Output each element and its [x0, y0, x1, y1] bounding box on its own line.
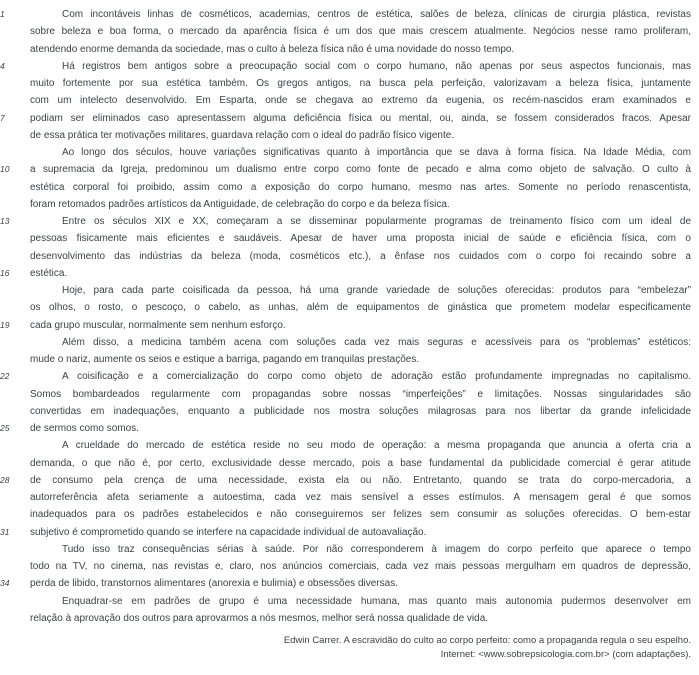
line-text: Ao longo dos séculos, houve variações significativas quanto à importância que se dava à forma física. Na Idade Média, com [62, 147, 691, 158]
text-line [0, 265, 691, 282]
line-number: 25 [0, 423, 10, 433]
text-line [0, 92, 691, 109]
line-text: todo na TV, no cinema, nas revistas e, claro, nos anúncios comerciais, cada vez mais pessoas mergulham em quadros de depressão, [30, 561, 691, 572]
line-text: Tudo isso traz consequências sérias à saúde. Por não corresponderem à imagem do corpo perfeito que aparece o tempo [62, 543, 691, 555]
text-line [0, 179, 691, 196]
text-line [0, 110, 691, 127]
line-text: Hoje, para cada parte coisificada da pessoa, há uma grande variedade de soluções oferecidas: produtos para “embelezar” [62, 285, 691, 296]
text-line [0, 58, 691, 75]
text-line [0, 75, 691, 92]
line-number: 13 [0, 216, 10, 226]
line-text: perda de libido, transtornos alimentares (anorexia e bulimia) e obsessões diversas. [30, 578, 398, 590]
text-line [0, 282, 691, 299]
text-line [0, 386, 691, 403]
text-line [0, 610, 691, 627]
line-text: atendendo enorme demanda da sociedade, mas o culto à beleza física não é uma novidade do nosso tempo. [30, 43, 515, 55]
text-line [0, 593, 691, 610]
line-text: de sermos como somos. [30, 423, 139, 434]
line-number: 28 [0, 474, 10, 485]
text-line [0, 248, 691, 265]
text-line [0, 472, 691, 489]
line-text: muito fortemente por sua estética também. Os gregos antigos, na busca pela perfeição, valorizavam a beleza física, juntamente [30, 78, 691, 89]
line-text: desenvolvimento das indústrias da beleza (moda, cosméticos etc.), a ênfase nos cuidados com o corpo foi recaindo sobre a [30, 250, 691, 262]
text-line [0, 575, 691, 592]
line-text: foram retomados padrões artísticos da Antiguidade, de celebração do corpo e da beleza física. [30, 198, 450, 210]
line-number: 1 [0, 9, 5, 19]
line-text: subjetivo é comprometido quando se interfere na capacidade individual de autoavaliação. [30, 526, 427, 538]
line-text: de essa prática ter motivações militares, guardava relação com o ideal do padrão físico vigente. [30, 129, 455, 141]
line-text: estética. [30, 267, 68, 279]
line-text: convertidas em inadequações, enquanto a publicidade nos mostra soluções milagrosas para nos libertar da grande infelicidade [30, 405, 691, 417]
line-number: 31 [0, 526, 10, 537]
line-number: 10 [0, 164, 10, 175]
line-number: 16 [0, 267, 10, 278]
line-text: inadequados para os padrões estabelecidos e não conseguiremos ser felizes sem consumir as soluções oferecidas. O bem-estar [30, 509, 691, 521]
text-line [0, 541, 691, 558]
text-line [0, 524, 691, 541]
text-line [0, 558, 691, 575]
text-line [0, 317, 691, 334]
text-line [0, 299, 691, 316]
text-line [0, 144, 691, 161]
text-line [0, 230, 691, 247]
text-line [0, 196, 691, 213]
text-line [0, 334, 691, 351]
text-line [0, 351, 691, 368]
text-line [0, 489, 691, 506]
line-text: Entre os séculos XIX e XX, começaram a se disseminar popularmente programas de treinamento físico com um ideal de [62, 216, 691, 227]
text-line [0, 437, 691, 454]
line-text: demanda, o que não é, por certo, exclusividade desse mercado, pois a base fundamental da publicidade comercial é gerar atitude [30, 457, 691, 469]
line-text: pessoas fisicamente mais eficientes e saudáveis. Apesar de haver uma proposta inicial de saúde e eficiência física, com o [30, 233, 691, 245]
text-line [0, 127, 691, 144]
line-text: estética corporal foi proibido, assim como a exposição do corpo humano, mesmo nas artes. Somente no período renascentista, [30, 181, 691, 193]
line-text: A crueldade do mercado de estética reside no seu modo de operação: a mesma propaganda que anuncia a oferta cria a [62, 440, 691, 452]
line-text: A coisificação e a comercialização do corpo como objeto de adoração estão profundamente impregnadas no capitalismo. [62, 371, 691, 383]
line-text: de consumo pela crença de uma necessidade, exista ela ou não. Entretanto, quando se trata do corpo-mercadoria, a [30, 474, 691, 486]
line-text: com um intelecto desenvolvido. Em Esparta, onde se chegava ao extremo da eugenia, os recém-nascidos eram examinados e [30, 95, 691, 107]
citation [284, 634, 691, 662]
line-text: a supremacia da Igreja, predominou um dualismo entre corpo como fonte de pecado e alma como objeto de salvação. O culto à [30, 164, 691, 176]
line-number: 4 [0, 60, 5, 71]
line-text: Além disso, a medicina também acena com soluções cada vez mais seguras e acessíveis para os “problemas” estéticos: [62, 336, 691, 348]
line-text: sobre beleza e boa forma, o mercado da aparência física é um dos que mais crescem atualmente. Negócios nesse ramo proliferam, [30, 26, 691, 38]
text-line [0, 213, 691, 230]
text-line [0, 6, 691, 23]
citation-line-source: Internet: <www.sobrepsicologia.com.br> (com adaptações). [440, 649, 691, 660]
text-line [0, 368, 691, 385]
text-line [0, 506, 691, 523]
line-text: Enquadrar-se em padrões de grupo é uma necessidade humana, mas quanto mais autonomia pudermos desenvolver em [62, 595, 691, 607]
line-number: 7 [0, 112, 5, 123]
line-text: podiam ser eliminados caso apresentassem alguma deficiência física ou mental, ou, ainda, se fossem considerados fracos. Apesar [30, 112, 691, 124]
text-line [0, 23, 691, 40]
line-text: cada grupo muscular, normalmente sem nenhum esforço. [30, 319, 286, 331]
line-text: autorreferência afeta seriamente a autoestima, cada vez mais sensível a esses estímulos. A mensagem geral é que somos [30, 492, 691, 503]
line-text: Há registros bem antigos sobre a preocupação social com o corpo humano, não apenas por seus aspectos funcionais, mas [62, 60, 691, 72]
text-line [0, 161, 691, 178]
line-number: 34 [0, 578, 10, 589]
text-line [0, 403, 691, 420]
text-line [0, 41, 691, 58]
line-text: Somos bombardeados regularmente com propagandas sobre nossas “imperfeições” e limitações. Nossas singularidades são [30, 388, 691, 400]
line-text: relação à aprovação dos outros para aprovarmos a nós mesmos, melhor será nossa qualidade de vida. [30, 612, 489, 624]
line-number: 22 [0, 371, 10, 382]
line-number: 19 [0, 319, 10, 330]
citation-line-author-title: Edwin Carrer. A escravidão do culto ao corpo perfeito: como a propaganda regula o seu espelho. [283, 635, 691, 646]
text-line [0, 455, 691, 472]
line-text: Com incontáveis linhas de cosméticos, academias, centros de estética, salões de beleza, clínicas de cirurgia plástica, revistas [62, 9, 691, 20]
line-text: os olhos, o rosto, o pescoço, o cabelo, as unhas, além de equipamentos de ginástica que prometem modelar especificamente [30, 302, 691, 314]
line-text: mude o nariz, aumente os seios e estique a barriga, pagando em tranquilas prestações. [30, 354, 420, 365]
text-line [0, 420, 691, 437]
